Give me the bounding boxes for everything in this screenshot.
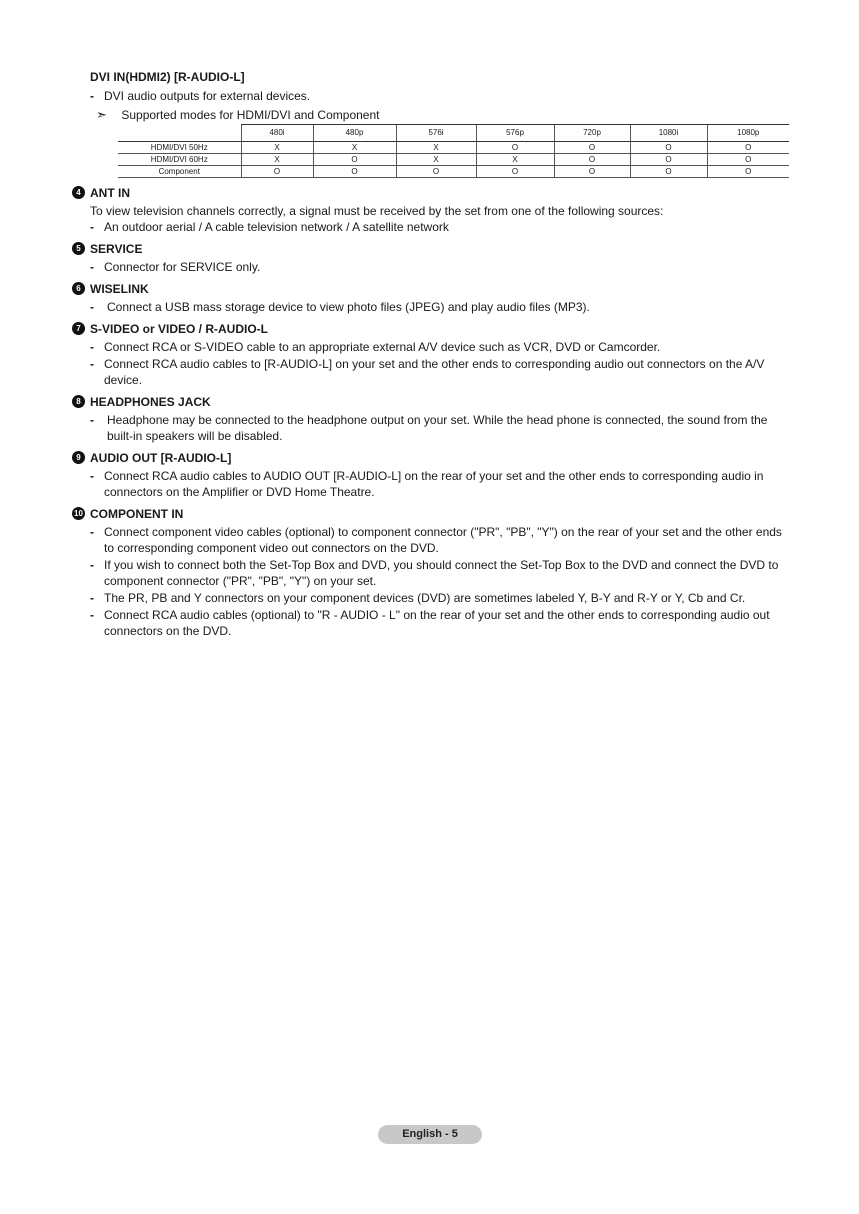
table-header-cell: 720p [554,125,630,142]
table-row-label: Component [118,166,241,178]
bullet-text: Connector for SERVICE only. [104,260,261,274]
table-cell: O [396,166,476,178]
section-bullet [90,590,792,606]
bullet-text: Connect component video cables (optional) to component connector ("PR", "PB", "Y") on the rear of your set and the other ends to corresponding component video out connectors on the DVD. [104,525,782,555]
table-header-row [118,125,789,142]
table-cell: O [707,166,789,178]
table-cell: O [476,166,554,178]
section-bullet [90,356,792,388]
section-bullet [90,468,792,500]
section-component-in [72,506,792,639]
table-row [118,154,789,166]
table-header-cell: 480i [241,125,313,142]
bullet-text: Connect RCA or S-VIDEO cable to an appropriate external A/V device such as VCR, DVD or Camcorder. [104,340,661,354]
table-cell: X [313,142,396,154]
section-number-badge: 4 [72,186,85,199]
bullet-text: The PR, PB and Y connectors on your component devices (DVD) are sometimes labeled Y, B-Y and R-Y or Y, Cb and Cr. [104,591,746,605]
table-row [118,166,789,178]
supported-modes-note [96,107,379,123]
connector-sections [72,185,792,645]
table-cell: O [241,166,313,178]
section-service [72,241,792,275]
section-ant-in [72,185,792,235]
dash-marker: - [90,89,94,103]
section-heading [72,281,792,297]
page-number-badge: English - 5 [378,1125,482,1144]
section-title: SERVICE [90,242,143,256]
table-cell: X [241,154,313,166]
section-s-video [72,321,792,388]
table-cell: O [630,166,707,178]
table-header-cell: 576i [396,125,476,142]
section-number-badge: 8 [72,395,85,408]
section-body [72,524,792,639]
bullet-text: An outdoor aerial / A cable television network / A satellite network [104,220,449,234]
section-title: WISELINK [90,282,149,296]
table-row-label: HDMI/DVI 50Hz [118,142,241,154]
section-title: ANT IN [90,186,130,200]
table-cell: O [476,142,554,154]
section-bullet [90,259,792,275]
section-body [72,468,792,500]
table-header-cell: 480p [313,125,396,142]
table-cell: O [554,166,630,178]
dash-marker: - [90,220,94,234]
note-arrow-icon: ➣ [96,107,107,122]
section-number-badge: 6 [72,282,85,295]
dash-marker: - [90,340,94,354]
section-bullet [90,607,792,639]
section-body [72,259,792,275]
section-heading [72,506,792,522]
section-number-badge: 10 [72,507,85,520]
section-title: HEADPHONES JACK [90,395,211,409]
dash-marker: - [90,558,94,572]
section-bullet [90,339,792,355]
bullet-text: Connect a USB mass storage device to view photo files (JPEG) and play audio files (MP3). [107,300,590,314]
section-number-badge: 9 [72,451,85,464]
table-cell: X [396,154,476,166]
table-cell: O [313,166,396,178]
section-heading [72,450,792,466]
section-heading [72,394,792,410]
table-cell: X [241,142,313,154]
supported-modes-table [118,124,789,178]
section-bullet [90,219,792,235]
section-headphones [72,394,792,444]
section-audio-out [72,450,792,500]
section-heading [72,241,792,257]
section-bullet [90,524,792,556]
section-number-badge: 5 [72,242,85,255]
table-cell: O [630,142,707,154]
section-title: COMPONENT IN [90,507,184,521]
table-cell: O [554,142,630,154]
table-header-cell: 576p [476,125,554,142]
dash-marker: - [90,357,94,371]
dash-marker: - [90,300,94,314]
section-heading [72,321,792,337]
dvi-heading: DVI IN(HDMI2) [R-AUDIO-L] [90,70,245,84]
bullet-text: Connect RCA audio cables to [R-AUDIO-L] on your set and the other ends to corresponding audio out connectors on the A/V device. [104,357,765,387]
table-corner-cell [118,125,241,142]
section-title: S-VIDEO or VIDEO / R-AUDIO-L [90,322,269,336]
dash-marker: - [90,469,94,483]
dvi-bullet [90,88,790,104]
table-row-label: HDMI/DVI 60Hz [118,154,241,166]
supported-modes-note-text: Supported modes for HDMI/DVI and Component [121,108,380,122]
section-body [72,299,792,315]
section-bullet [90,412,792,444]
section-text: To view television channels correctly, a signal must be received by the set from one of the following sources: [90,204,664,218]
dash-marker: - [90,608,94,622]
table-cell: O [630,154,707,166]
table-cell: O [313,154,396,166]
section-bullet [90,557,792,589]
dvi-bullet-text: DVI audio outputs for external devices. [104,89,311,103]
section-heading [72,185,792,201]
section-bullet [90,299,792,315]
table-cell: O [707,142,789,154]
table-cell: X [476,154,554,166]
section-body [72,203,792,235]
bullet-text: If you wish to connect both the Set-Top Box and DVD, you should connect the Set-Top Box to the DVD and connect the DVD to component connector ("PR", "PB", "Y") on your set. [104,558,779,588]
bullet-text: Connect RCA audio cables (optional) to "R - AUDIO - L" on the rear of your set and the other ends to corresponding audio out connectors on the DVD. [104,608,770,638]
bullet-text: Headphone may be connected to the headphone output on your set. While the head phone is connected, the sound from the built-in speakers will be disabled. [107,413,768,443]
table-header-cell: 1080p [707,125,789,142]
section-number-badge: 7 [72,322,85,335]
section-body [72,412,792,444]
table-row [118,142,789,154]
section-wiselink [72,281,792,315]
table-cell: O [707,154,789,166]
table-header-cell: 1080i [630,125,707,142]
section-title: AUDIO OUT [R-AUDIO-L] [90,451,232,465]
bullet-text: Connect RCA audio cables to AUDIO OUT [R-AUDIO-L] on the rear of your set and the other ends to corresponding audio in connectors on the Amplifier or DVD Home Theatre. [104,469,764,499]
dash-marker: - [90,591,94,605]
dash-marker: - [90,413,94,427]
dash-marker: - [90,260,94,274]
dvi-body [90,88,790,104]
table-cell: O [554,154,630,166]
table-cell: X [396,142,476,154]
section-body [72,339,792,388]
dash-marker: - [90,525,94,539]
